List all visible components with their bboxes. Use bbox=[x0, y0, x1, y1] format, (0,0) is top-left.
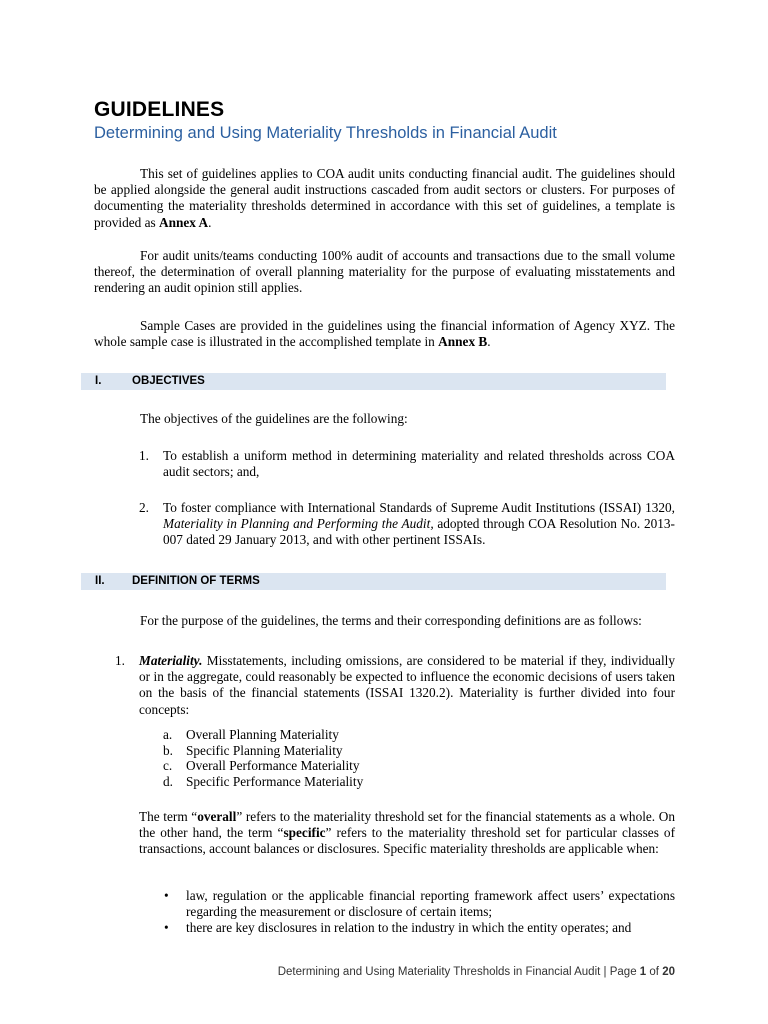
section-label: DEFINITION OF TERMS bbox=[132, 575, 260, 587]
term-overall: overall bbox=[197, 809, 237, 824]
list-number: 1. bbox=[139, 448, 149, 463]
intro-paragraph-3 bbox=[94, 318, 675, 350]
section-heading-definitions bbox=[81, 573, 666, 590]
annex-a-ref: Annex A bbox=[159, 214, 209, 230]
list-letter: a. bbox=[163, 727, 173, 742]
footer-page-total: 20 bbox=[662, 966, 675, 978]
bullet-icon: • bbox=[164, 920, 169, 935]
materiality-concepts-list bbox=[163, 727, 363, 789]
term-text: The term “ bbox=[139, 809, 198, 824]
objectives-intro: The objectives of the guidelines are the following: bbox=[140, 411, 408, 426]
intro-paragraph-1 bbox=[94, 166, 675, 231]
overall-specific-paragraph bbox=[139, 809, 675, 858]
term-text: ” refers to the materiality threshold set for the financial statements as a whole. On the other hand, the term “ bbox=[139, 809, 675, 841]
term-specific: specific bbox=[283, 825, 326, 841]
bullet-item-1 bbox=[164, 888, 675, 920]
intro-p1-text: This set of guidelines applies to COA audit units conducting financial audit. The guidelines should be applied alongside the general audit instructions cascaded from audit sectors or clusters. For purposes of documenting the materiality thresholds determined in accordance with this set of guidelines, a template is provided as bbox=[94, 166, 675, 230]
section-number: I. bbox=[95, 375, 102, 387]
list-letter: b. bbox=[163, 742, 173, 758]
list-item bbox=[163, 727, 363, 743]
concept-label: Specific Performance Materiality bbox=[186, 773, 364, 789]
intro-paragraph-2: For audit units/teams conducting 100% audit of accounts and transactions due to the small volume thereof, the determination of overall planning materiality for the purpose of evaluating misstatements and rendering an audit opinion still applies. bbox=[94, 248, 675, 296]
footer-of-label: of bbox=[649, 966, 659, 978]
objective-text-tail: adopted through COA Resolution No. 2013-007 dated 29 January 2013, and with other pertinent ISSAIs. bbox=[163, 516, 675, 548]
page-subtitle: Determining and Using Materiality Thresholds in Financial Audit bbox=[94, 124, 557, 142]
objective-text: To establish a uniform method in determining materiality and related thresholds across COA audit sectors; and, bbox=[163, 448, 675, 480]
objective-item-2 bbox=[139, 500, 675, 549]
footer-page-number: 1 bbox=[639, 966, 647, 978]
list-number: 2. bbox=[139, 500, 149, 515]
intro-p1-end: . bbox=[208, 214, 212, 230]
footer-separator: | bbox=[603, 966, 607, 978]
definition-text: Misstatements, including omissions, are considered to be material if they, individually or in the aggregate, could reasonably be expected to influence the economic decisions of users taken on the basis of the financial statements (ISSAI 1320.2). Materiality is further divided into four concepts: bbox=[139, 653, 675, 717]
list-number: 1. bbox=[115, 653, 125, 668]
list-letter: c. bbox=[163, 758, 173, 774]
definition-term: Materiality. bbox=[139, 653, 203, 668]
intro-p3-text: Sample Cases are provided in the guidelines using the financial information of Agency XYZ. The whole sample case is illustrated in the accomplished template in bbox=[94, 318, 675, 350]
list-item bbox=[163, 774, 363, 790]
list-item bbox=[163, 758, 363, 774]
concept-label: Specific Planning Materiality bbox=[186, 742, 343, 758]
bullet-text: law, regulation or the applicable financial reporting framework affect users’ expectations regarding the measurement or disclosure of certain items; bbox=[186, 888, 675, 920]
objective-text: To foster compliance with International Standards of Supreme Audit Institutions (ISSAI) 1320, bbox=[163, 500, 675, 515]
definition-item-1 bbox=[115, 653, 675, 718]
list-item bbox=[163, 743, 363, 759]
section-label: OBJECTIVES bbox=[132, 375, 205, 387]
section-heading-objectives bbox=[81, 373, 666, 390]
definitions-intro: For the purpose of the guidelines, the terms and their corresponding definitions are as follows: bbox=[140, 613, 642, 628]
page-footer bbox=[278, 966, 675, 978]
intro-p3-end: . bbox=[487, 334, 491, 350]
bullet-icon: • bbox=[164, 888, 169, 903]
page-title: GUIDELINES bbox=[94, 98, 225, 121]
concept-label: Overall Planning Materiality bbox=[186, 727, 339, 742]
concept-label: Overall Performance Materiality bbox=[186, 758, 360, 774]
list-letter: d. bbox=[163, 773, 173, 789]
issai-title: Materiality in Planning and Performing the Audit, bbox=[163, 516, 434, 532]
footer-page-label: Page bbox=[609, 966, 637, 978]
footer-doc-title: Determining and Using Materiality Thresholds in Financial Audit bbox=[277, 966, 601, 978]
annex-b-ref: Annex B bbox=[438, 334, 488, 350]
objective-item-1 bbox=[139, 448, 675, 480]
bullet-item-2 bbox=[164, 920, 675, 936]
section-number: II. bbox=[95, 575, 105, 587]
term-text: ” refers to the materiality threshold set for particular classes of transactions, account balances or disclosures. Specific materiality thresholds are applicable when: bbox=[139, 825, 675, 857]
bullet-text: there are key disclosures in relation to the industry in which the entity operates; and bbox=[186, 920, 632, 935]
